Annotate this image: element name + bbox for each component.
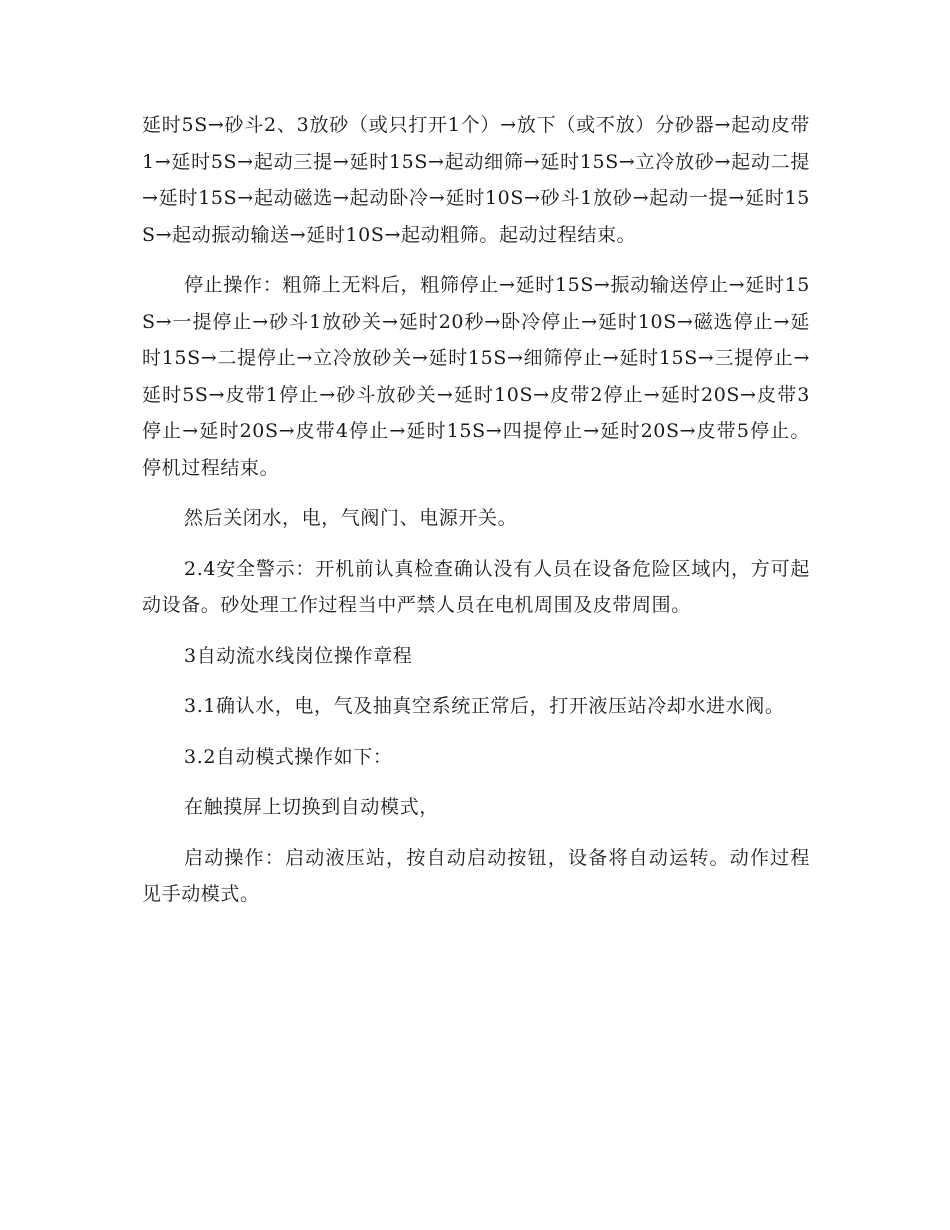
paragraph-stop-sequence: 停止操作：粗筛上无料后，粗筛停止→延时15S→振动输送停止→延时15S→一提停止→砂斗1放砂关→延时20秒→卧冷停止→延时10S→磁选停止→延时15S→二提停止→立冷放砂关→延时15S→细筛停止→延时15S→三提停止→延时5S→皮带1停止→砂斗放砂关→延时10S→皮带2停止→延时20S→皮带3停止→延时20S→皮带4停止→延时15S→四提停止→延时20S→皮带5停止。停机过程结束。 (142, 274, 810, 479)
paragraph-shutdown-utilities: 然后关闭水，电，气阀门、电源开关。 (184, 507, 518, 529)
paragraph-section-3-2: 3.2自动模式操作如下： (184, 745, 393, 768)
paragraph-safety-warning: 2.4安全警示：开机前认真检查确认没有人员在设备危险区域内，方可起动设备。砂处理工作过程当中严禁人员在电机周围及皮带周围。 (142, 557, 810, 616)
document-page (142, 107, 810, 913)
paragraph-touchscreen-switch: 在触摸屏上切换到自动模式， (184, 796, 439, 818)
paragraph-start-sequence: 延时5S→砂斗2、3放砂（或只打开1个）→放下（或不放）分砂器→起动皮带1→延时5S→起动三提→延时15S→起动细筛→延时15S→立冷放砂→起动二提→延时15S→起动磁选→起动卧冷→延时10S→砂斗1放砂→起动一提→延时15S→起动振动输送→延时10S→起动粗筛。起动过程结束。 (142, 114, 810, 246)
paragraph-start-operation: 启动操作：启动液压站，按自动启动按钮，设备将自动运转。动作过程见手动模式。 (142, 846, 810, 905)
paragraph-section-3-1: 3.1确认水，电，气及抽真空系统正常后，打开液压站冷却水进水阀。 (184, 695, 785, 717)
section-heading-3: 3自动流水线岗位操作章程 (184, 644, 413, 667)
